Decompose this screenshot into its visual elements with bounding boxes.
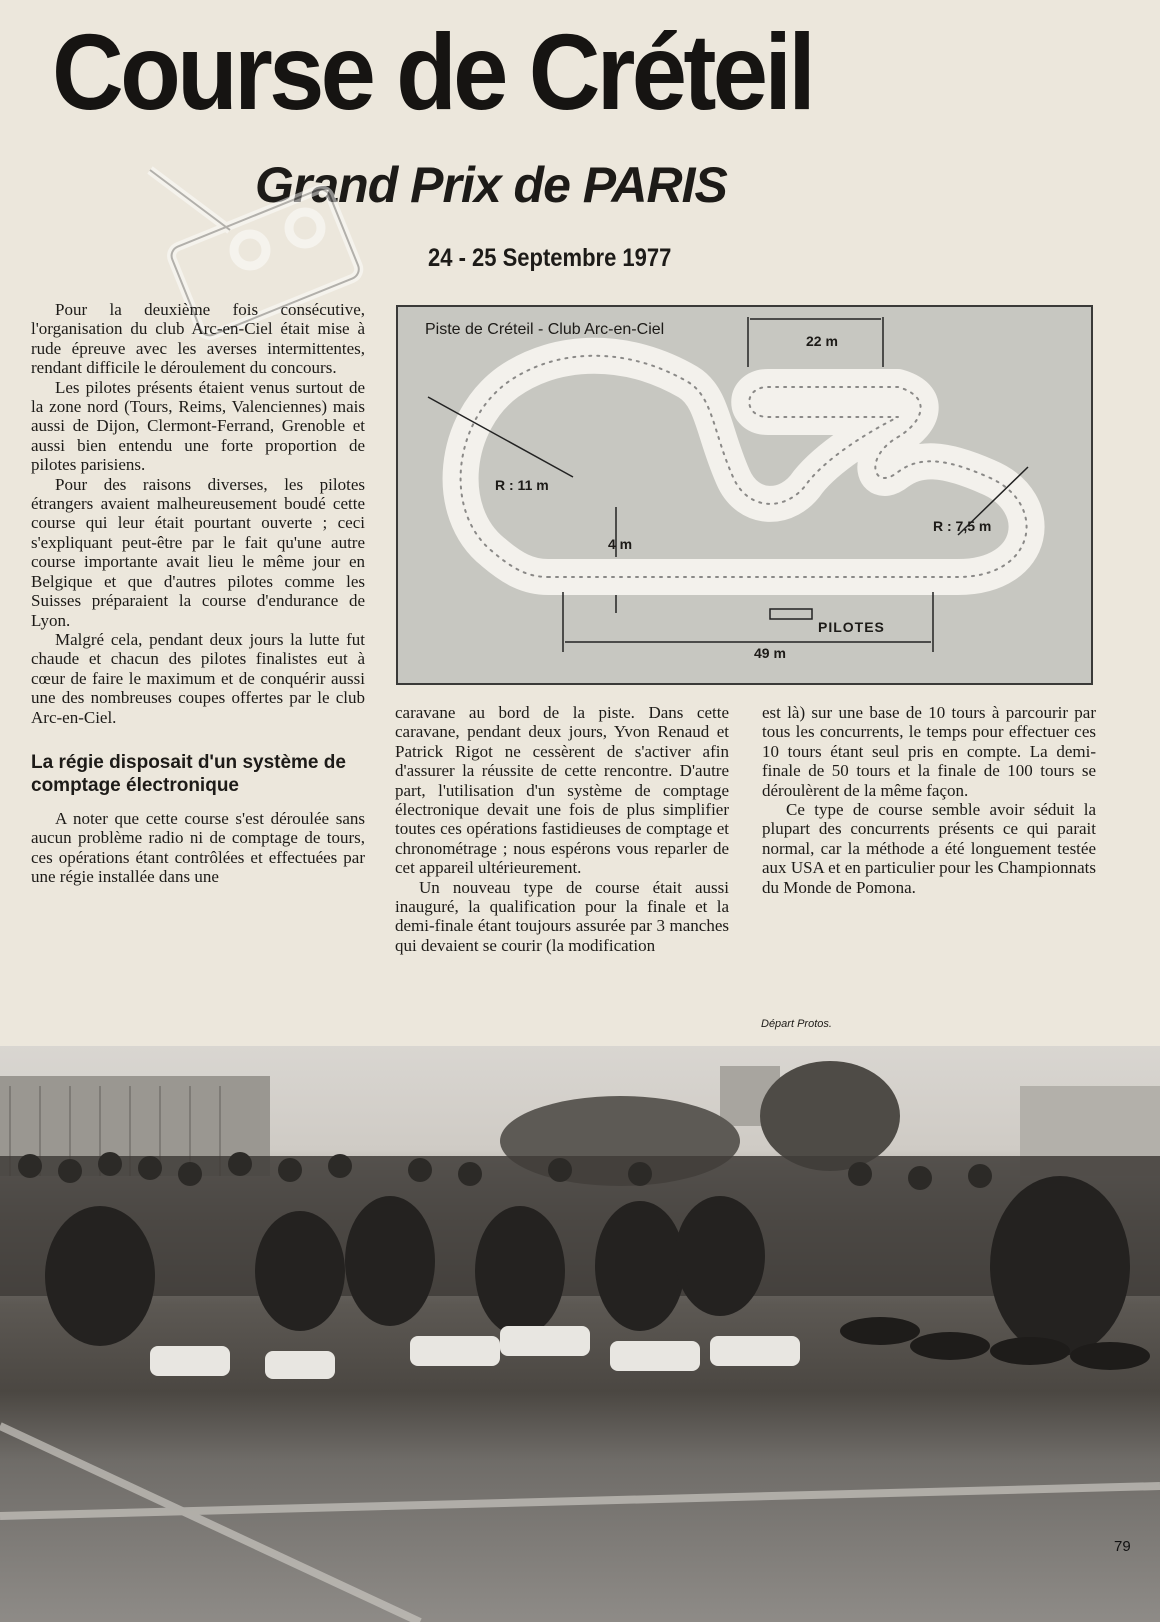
page-number: 79: [1114, 1538, 1131, 1555]
paragraph: Ce type de course semble avoir séduit la plupart des concurrents présents ce qui parait normal, car la méthode a été longuement testée aux USA et en particulier pour les Championnats du Monde de Pomona.: [762, 800, 1096, 897]
radius-label: R : 7,5 m: [933, 518, 992, 534]
paragraph: Pour des raisons diverses, les pilotes étrangers avaient malheureusement boudé cette course qui leur était pourtant ouverte ; ceci s'expliquant peut-être par le fait qu'une autre course importante avait lieu le même jour en Belgique et que d'autres pilotes comme les Suisses préparaient la course d'endurance de Lyon.: [31, 474, 365, 630]
paragraph: Les pilotes présents étaient venus surtout de la zone nord (Tours, Reims, Valenciennes) mais aussi de Dijon, Clermont-Ferrand, Grenoble et aussi bien entendu une forte proportion de pilotes parisiens.: [31, 377, 365, 475]
length-label: 49 m: [754, 645, 786, 661]
dimension-label: 22 m: [806, 333, 838, 349]
track-width-label: 4 m: [608, 536, 633, 552]
article-subtitle: Grand Prix de PARIS: [255, 157, 727, 213]
article-title: Course de Créteil: [52, 11, 813, 132]
article-column-3: [762, 703, 1096, 897]
paragraph: Pour la deuxième fois consécutive, l'organisation du club Arc-en-Ciel était mise à rude épreuve avec les averses intermittentes, rendant difficile le déroulement du concours.: [31, 300, 365, 378]
paragraph: caravane au bord de la piste. Dans cette caravane, pendant deux jours, Yvon Renaud et Patrick Rigot ne cessèrent de s'activer afin d'assurer la réussite de cette rencontre. D'autre part, l'utilisation d'un système de comptage électronique devait une fois de plus simplifier toutes ces opérations fastidieuses de comptage et chronométrage ; nous espérons vous reparler de cet appareil ultérieurement.: [395, 703, 729, 878]
paragraph: est là) sur une base de 10 tours à parcourir par tous les concurrents, le temps pour effectuer ces 10 tours étant seul pris en compte. La demi-finale de 50 tours et la finale de 100 tours se déroulèrent de la même façon.: [762, 703, 1096, 800]
pilots-label: PILOTES: [818, 619, 885, 635]
paragraph: Un nouveau type de course était aussi inauguré, la qualification pour la finale et la demi-finale étant toujours assurée par 3 manches qui devaient se courir (la modification: [395, 877, 729, 955]
photo-scene: [0, 1046, 1160, 1622]
article-column-2: [395, 703, 729, 955]
paragraph: Malgré cela, pendant deux jours la lutte fut chaude et chacun des pilotes finalistes eut à cœur de faire le maximum et de conquérir aussi une des nombreuses coupes offertes par le club Arc-en-Ciel.: [31, 629, 365, 727]
event-date: 24 - 25 Septembre 1977: [428, 244, 672, 272]
track-diagram: [396, 305, 1093, 685]
race-start-photo: [0, 1046, 1160, 1622]
diagram-title: Piste de Créteil - Club Arc-en-Ciel: [425, 321, 665, 338]
section-heading: La régie disposait d'un système de comptage électronique: [31, 751, 346, 796]
track-outline: [398, 307, 1091, 683]
photo-caption: Départ Protos.: [761, 1018, 832, 1030]
paragraph: A noter que cette course s'est déroulée sans aucun problème radio ni de comptage de tours, ces opérations étant contrôlées et effectuées par une régie installée dans une: [31, 808, 365, 887]
radius-label: R : 11 m: [495, 477, 549, 493]
article-column-1: [31, 300, 365, 887]
